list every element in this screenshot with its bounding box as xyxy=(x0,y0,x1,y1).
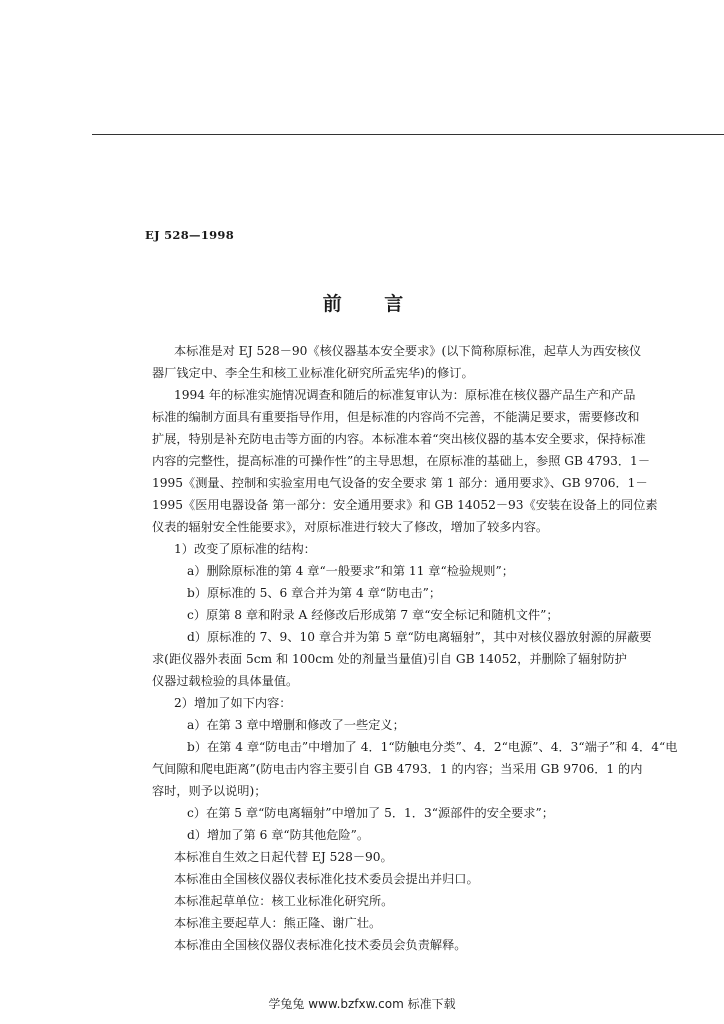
text-line: 扩展，特别是补充防电击等方面的内容。本标准本着“突出核仪器的基本安全要求，保持标准 xyxy=(152,432,646,446)
list-item: b）原标准的 5、6 章合并为第 4 章“防电击”； xyxy=(187,586,442,600)
text-line: 求(距仪器外表面 5cm 和 100cm 处的剂量当量值)引自 GB 14052，并删除了辐射防护 xyxy=(152,652,627,666)
site-footer: 学兔兔 www.bzfxw.com 标准下载 xyxy=(268,997,456,1011)
text-line: 本标准由全国核仪器仪表标准化技术委员会负责解释。 xyxy=(174,938,467,952)
list-item: c）原第 8 章和附录 A 经修改后形成第 7 章“安全标记和随机文件”； xyxy=(187,608,559,622)
text-line: 本标准由全国核仪器仪表标准化技术委员会提出并归口。 xyxy=(174,872,479,886)
text-line: 仪器过载检验的具体量值。 xyxy=(152,674,299,688)
list-item: a）在第 3 章中增删和修改了一些定义； xyxy=(187,718,405,732)
standard-code: EJ 528—1998 xyxy=(145,228,235,242)
list-heading: 2）增加了如下内容： xyxy=(174,696,292,710)
text-line: 本标准主要起草人：熊正隆、谢广壮。 xyxy=(174,916,382,930)
list-item: d）原标准的 7、9、10 章合并为第 5 章“防电离辐射”，其中对核仪器放射源的屏蔽要 xyxy=(187,630,652,644)
list-item: c）在第 5 章“防电离辐射”中增加了 5．1．3“源部件的安全要求”； xyxy=(187,806,554,820)
list-item: b）在第 4 章“防电击”中增加了 4．1“防触电分类”、4．2“电源”、4．3“端子”和 4．4“电 xyxy=(187,740,678,754)
text-line: 本标准自生效之日起代替 EJ 528－90。 xyxy=(174,850,393,864)
list-item: a）删除原标准的第 4 章“一般要求”和第 11 章“检验规则”； xyxy=(187,564,514,578)
list-item: d）增加了第 6 章“防其他危险”。 xyxy=(187,828,370,842)
list-heading: 1）改变了原标准的结构： xyxy=(174,542,316,556)
text-line: 1995《测量、控制和实验室用电气设备的安全要求 第 1 部分：通用要求》、GB 9706．1－ xyxy=(152,476,648,490)
text-line: 内容的完整性，提高标准的可操作性”的主导思想，在原标准的基础上，参照 GB 4793．1－ xyxy=(152,454,651,468)
page-title: 前 言 xyxy=(322,293,422,315)
header-rule xyxy=(92,134,724,135)
text-line: 本标准起草单位：核工业标准化研究所。 xyxy=(174,894,394,908)
text-line: 本标准是对 EJ 528－90《核仪器基本安全要求》(以下简称原标准，起草人为西安核仪 xyxy=(174,344,642,358)
text-line: 容时，则予以说明)； xyxy=(152,784,267,798)
text-line: 器厂钱定中、李全生和核工业标准化研究所孟宪华)的修订。 xyxy=(152,366,474,380)
text-line: 仪表的辐射安全性能要求》，对原标准进行较大了修改，增加了较多内容。 xyxy=(152,520,549,534)
text-line: 1994 年的标准实施情况调查和随后的标准复审认为：原标准在核仪器产品生产和产品 xyxy=(174,388,636,402)
text-line: 1995《医用电器设备 第一部分：安全通用要求》和 GB 14052－93《安装在设备上的同位素 xyxy=(152,498,658,512)
text-line: 标准的编制方面具有重要指导作用，但是标准的内容尚不完善，不能满足要求，需要修改和 xyxy=(152,410,640,424)
text-line: 气间隙和爬电距离”(防电击内容主要引自 GB 4793．1 的内容；当采用 GB 9706．1 的内 xyxy=(152,762,643,776)
